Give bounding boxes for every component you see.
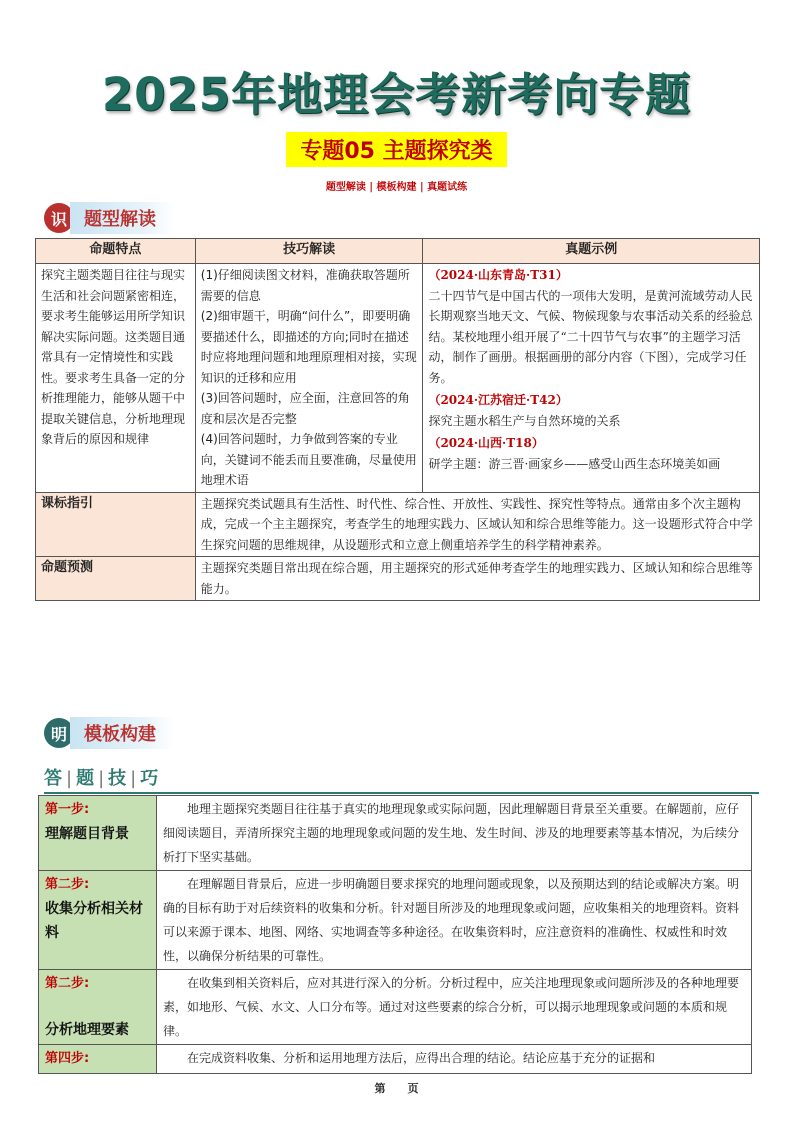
question-type-table: [35, 238, 760, 601]
main-title: 2025年地理会考新考向专题: [101, 68, 692, 121]
prediction-text: 主题探究类题目常出现在综合题，用主题探究的形式延伸考查学生的地理实践力、区域认知和综合思维等能力。: [195, 557, 759, 601]
step-name: 分析地理要素: [45, 1022, 129, 1038]
features-cell: 探究主题类题目往往与现实生活和社会问题紧密相连，要求考生能够运用所学知识解决实际问题。这类题目通常具有一定情境性和实践性。要求考生具备一定的分析推理能力，能够从题干中提取关键信息，分析地理现象背后的原因和规律: [36, 264, 196, 493]
answer-skills-char: 巧: [140, 768, 161, 789]
tip-item: (2)细审题干，明确“问什么”，即要明确要描述什么，即描述的方向;同时在描述时应将地理问题和地理原理相对接，实现知识的迁移和应用: [200, 309, 417, 385]
example-text: 探究主题水稻生产与自然环境的关系: [428, 413, 621, 428]
step-number: 第二步:: [45, 877, 90, 892]
example-text: 二十四节气是中国古代的一项伟大发明，是黄河流域劳动人民长期观察当地天文、气候、物候现象与农事活动关系的经验总结。某校地理小组开展了“二十四节气与农事”的主题学习活动，制作了画册。根据画册的部分内容（下图），完成学习任务。: [428, 288, 753, 385]
section-heading-interpretation: [44, 203, 174, 233]
header-features: 命题特点: [36, 239, 196, 264]
tips-cell: [195, 264, 423, 493]
tip-item: (4)回答问题时，力争做到答案的专业向，关键词不能丢而且要准确，尽量使用地理术语: [200, 432, 417, 487]
step-row: [39, 796, 752, 871]
step-number: 第二步:: [45, 976, 90, 991]
example-text: 研学主题：游三晋·画家乡——感受山西生态环境美如画: [428, 456, 721, 471]
step-row: [39, 970, 752, 1045]
tip-item: (1)仔细阅读图文材料，准确获取答题所需要的信息: [200, 268, 410, 303]
step-description: 在理解题目背景后，应进一步明确题目要求探究的地理问题或现象，以及预期达到的结论或解决方案。明确的目标有助于对后续资料的收集和分析。针对题目所涉及的地理现象或问题，应收集相关的地理资料。资料可以来源于课本、地图、网络、实地调查等多种途径。在收集资料时，应注意资料的准确性、权威性和时效性，以确保分析结果的可靠性。: [157, 871, 752, 970]
step-description: 地理主题探究类题目往往基于真实的地理现象或实际问题，因此理解题目背景至关重要。在解题前，应仔细阅读题目，弄清所探究主题的地理现象或问题的发生地、发生时间、涉及的地理要素等基本情况，为后续分析打下坚实基础。: [157, 796, 752, 871]
section-badge: 明: [44, 718, 74, 748]
section-label: 题型解读: [70, 202, 174, 234]
page-footer: 第 页: [374, 1082, 419, 1095]
answer-skills-heading: 答 | 题 | 技 | 巧: [44, 764, 759, 794]
curriculum-label: 课标指引: [36, 492, 196, 557]
prediction-label: 命题预测: [36, 557, 196, 601]
answer-skills-char: 答: [44, 768, 64, 789]
answer-skills-char: 题: [76, 768, 97, 789]
step-number: 第一步:: [45, 802, 90, 817]
example-source: （2024·山东青岛·T31）: [428, 268, 568, 282]
curriculum-text: 主题探究类试题具有生活性、时代性、综合性、开放性、实践性、探究性等特点。通常由多个次主题构成，完成一个主主题探究，考查学生的地理实践力、区域认知和综合思维等能力。这一设题形式符合中学生探究问题的思维规律，从设题形式和立意上侧重培养学生的科学精神素养。: [195, 492, 759, 557]
header-examples: 真题示例: [423, 239, 760, 264]
step-description: 在收集到相关资料后，应对其进行深入的分析。分析过程中，应关注地理现象或问题所涉及的各种地理要素，如地形、气候、水文、人口分布等。通过对这些要素的综合分析，可以揭示地理现象或问题的本质和规律。: [157, 970, 752, 1045]
step-number: 第四步:: [45, 1051, 90, 1066]
step-name: 收集分析相关材料: [45, 901, 143, 941]
step-description: 在完成资料收集、分析和运用地理方法后，应得出合理的结论。结论应基于充分的证据和: [157, 1045, 752, 1074]
step-row: [39, 871, 752, 970]
tagline: 题型解读 | 模板构建 | 真题试练: [325, 182, 468, 193]
steps-table: [38, 795, 752, 1074]
examples-cell: [423, 264, 760, 493]
section-badge: 识: [44, 203, 74, 233]
section-heading-template: [44, 718, 174, 748]
header-tips: 技巧解读: [195, 239, 423, 264]
tip-item: (3)回答问题时，应全面，注意回答的角度和层次是否完整: [200, 391, 410, 426]
answer-skills-char: 技: [108, 768, 129, 789]
step-name: 理解题目背景: [45, 826, 129, 842]
subtitle: 专题05 主题探究类: [286, 132, 506, 167]
section-label: 模板构建: [70, 717, 174, 749]
step-row: [39, 1045, 752, 1074]
example-source: （2024·山西·T18）: [428, 436, 544, 450]
example-source: （2024·江苏宿迁·T42）: [428, 393, 568, 407]
